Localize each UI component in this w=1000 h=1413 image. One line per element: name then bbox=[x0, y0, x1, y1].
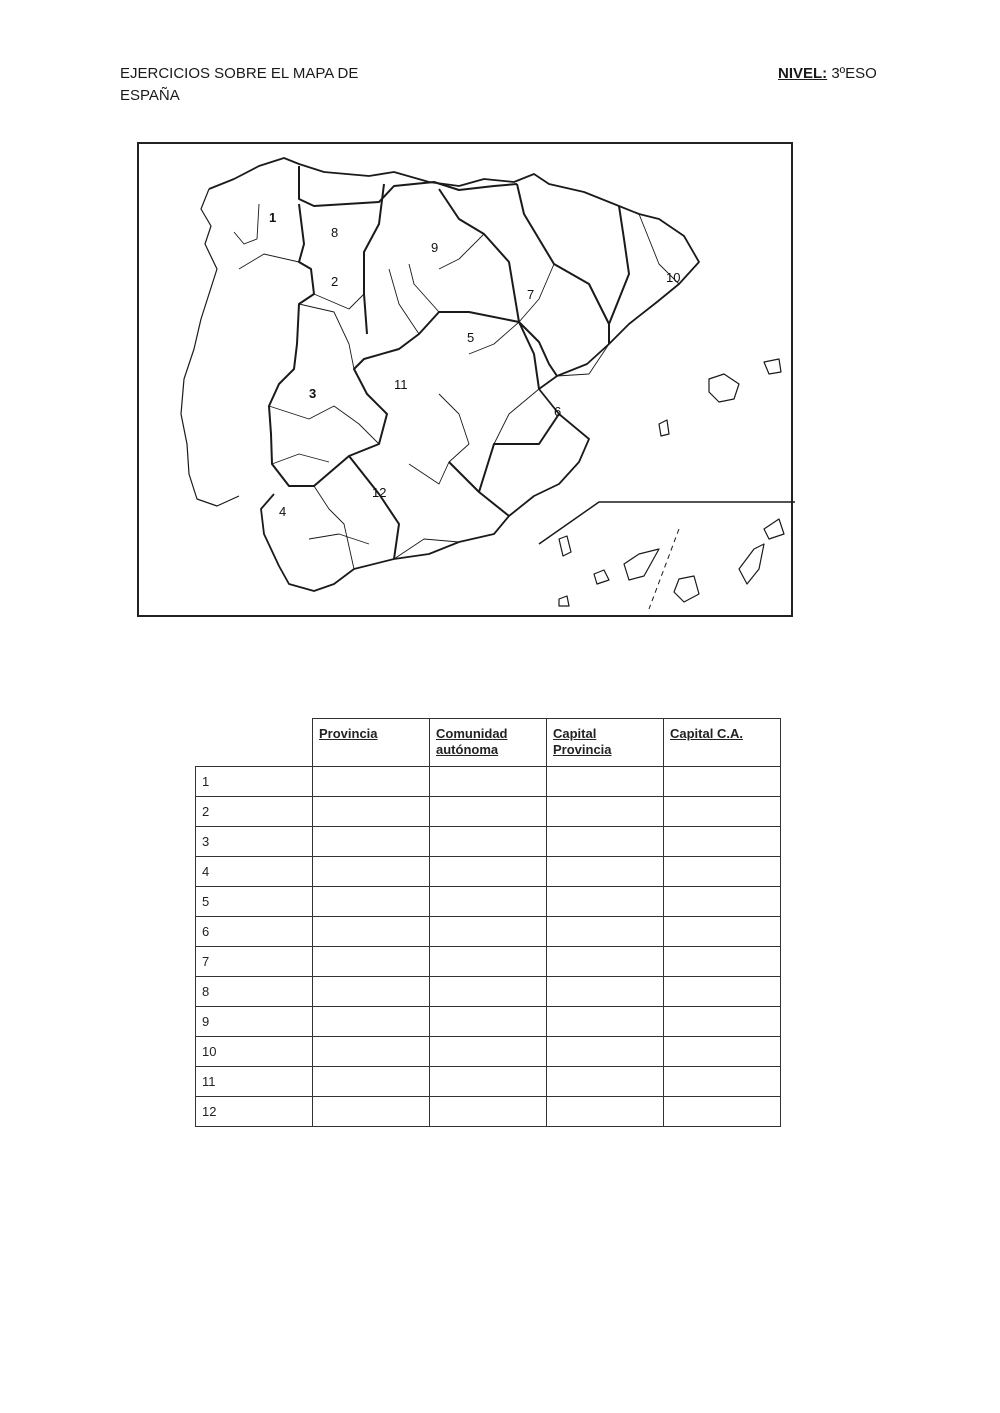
table-row bbox=[196, 977, 781, 1007]
answer-cell[interactable] bbox=[547, 1097, 664, 1127]
answer-cell[interactable] bbox=[430, 857, 547, 887]
answer-cell[interactable] bbox=[313, 1067, 430, 1097]
row-number: 8 bbox=[196, 977, 313, 1007]
canary-islands bbox=[559, 519, 784, 606]
map-label-7: 7 bbox=[527, 287, 535, 302]
answer-cell[interactable] bbox=[430, 887, 547, 917]
answer-cell[interactable] bbox=[664, 887, 781, 917]
answer-cell[interactable] bbox=[313, 947, 430, 977]
answer-cell[interactable] bbox=[313, 1007, 430, 1037]
answer-cell[interactable] bbox=[664, 917, 781, 947]
row-number: 5 bbox=[196, 887, 313, 917]
balearic-islands bbox=[659, 359, 781, 436]
map-label-3: 3 bbox=[309, 386, 317, 401]
answer-cell[interactable] bbox=[430, 1067, 547, 1097]
answer-cell[interactable] bbox=[664, 767, 781, 797]
map-drawing bbox=[139, 144, 795, 619]
map-label-2: 2 bbox=[331, 274, 339, 289]
answer-cell[interactable] bbox=[664, 857, 781, 887]
map-label-12: 12 bbox=[372, 485, 387, 500]
answer-cell[interactable] bbox=[547, 827, 664, 857]
answer-cell[interactable] bbox=[430, 1007, 547, 1037]
answer-cell[interactable] bbox=[313, 767, 430, 797]
answer-cell[interactable] bbox=[313, 1097, 430, 1127]
table-row bbox=[196, 1067, 781, 1097]
header-capital-provincia: Capital Provincia bbox=[547, 719, 664, 767]
table-row bbox=[196, 767, 781, 797]
row-number: 10 bbox=[196, 1037, 313, 1067]
table-row bbox=[196, 1097, 781, 1127]
map-label-5: 5 bbox=[467, 330, 475, 345]
map-label-9: 9 bbox=[431, 240, 439, 255]
answer-table bbox=[195, 718, 781, 1127]
map-label-1: 1 bbox=[269, 210, 277, 225]
map-label-11: 11 bbox=[394, 377, 408, 392]
answer-cell[interactable] bbox=[664, 797, 781, 827]
map-label-10: 10 bbox=[666, 270, 681, 285]
table-row bbox=[196, 827, 781, 857]
header-comunidad: Comunidad autónoma bbox=[430, 719, 547, 767]
header-capital-ca: Capital C.A. bbox=[664, 719, 781, 767]
answer-cell[interactable] bbox=[430, 917, 547, 947]
row-number: 6 bbox=[196, 917, 313, 947]
canary-inset-frame bbox=[539, 502, 795, 544]
answer-cell[interactable] bbox=[547, 887, 664, 917]
map-label-8: 8 bbox=[331, 225, 339, 240]
answer-cell[interactable] bbox=[664, 947, 781, 977]
row-number: 12 bbox=[196, 1097, 313, 1127]
answer-cell[interactable] bbox=[664, 977, 781, 1007]
map-label-4: 4 bbox=[279, 504, 287, 519]
table-row bbox=[196, 797, 781, 827]
header-provincia: Provincia bbox=[313, 719, 430, 767]
table-row bbox=[196, 857, 781, 887]
answer-cell[interactable] bbox=[547, 977, 664, 1007]
table-row bbox=[196, 1037, 781, 1067]
level-indicator bbox=[778, 63, 877, 85]
canary-dashed-line bbox=[649, 529, 679, 609]
row-number: 7 bbox=[196, 947, 313, 977]
answer-cell[interactable] bbox=[430, 767, 547, 797]
answer-cell[interactable] bbox=[313, 827, 430, 857]
table-row bbox=[196, 887, 781, 917]
answer-cell[interactable] bbox=[664, 1037, 781, 1067]
spain-province-map bbox=[137, 142, 793, 617]
table-row bbox=[196, 1007, 781, 1037]
answer-cell[interactable] bbox=[547, 767, 664, 797]
answer-cell[interactable] bbox=[664, 1097, 781, 1127]
table-row bbox=[196, 947, 781, 977]
answer-cell[interactable] bbox=[313, 797, 430, 827]
map-label-6: 6 bbox=[554, 404, 562, 419]
answer-cell[interactable] bbox=[313, 917, 430, 947]
answer-cell[interactable] bbox=[547, 1037, 664, 1067]
answer-cell[interactable] bbox=[664, 1067, 781, 1097]
answer-cell[interactable] bbox=[313, 977, 430, 1007]
answer-cell[interactable] bbox=[547, 947, 664, 977]
community-borders bbox=[269, 184, 629, 559]
spain-outline bbox=[209, 158, 699, 591]
table-header-row bbox=[196, 719, 781, 767]
answer-cell[interactable] bbox=[547, 1007, 664, 1037]
row-number: 9 bbox=[196, 1007, 313, 1037]
worksheet-title: EJERCICIOS SOBRE EL MAPA DE ESPAÑA bbox=[120, 65, 359, 104]
table-row bbox=[196, 917, 781, 947]
row-number: 3 bbox=[196, 827, 313, 857]
answer-cell[interactable] bbox=[313, 1037, 430, 1067]
answer-cell[interactable] bbox=[664, 1007, 781, 1037]
answer-cell[interactable] bbox=[547, 857, 664, 887]
answer-cell[interactable] bbox=[313, 887, 430, 917]
answer-cell[interactable] bbox=[664, 827, 781, 857]
answer-cell[interactable] bbox=[430, 947, 547, 977]
portugal-coastline bbox=[181, 189, 239, 506]
header-blank-cell bbox=[196, 719, 313, 767]
row-number: 1 bbox=[196, 767, 313, 797]
answer-cell[interactable] bbox=[547, 917, 664, 947]
row-number: 2 bbox=[196, 797, 313, 827]
answer-cell[interactable] bbox=[430, 797, 547, 827]
row-number: 11 bbox=[196, 1067, 313, 1097]
answer-cell[interactable] bbox=[430, 1097, 547, 1127]
answer-cell[interactable] bbox=[313, 857, 430, 887]
answer-cell[interactable] bbox=[547, 1067, 664, 1097]
answer-cell[interactable] bbox=[547, 797, 664, 827]
answer-cell[interactable] bbox=[430, 827, 547, 857]
level-value: 3ºESO bbox=[831, 65, 877, 82]
level-label: NIVEL: bbox=[778, 65, 828, 82]
row-number: 4 bbox=[196, 857, 313, 887]
answer-cell[interactable] bbox=[430, 1037, 547, 1067]
answer-cell[interactable] bbox=[430, 977, 547, 1007]
